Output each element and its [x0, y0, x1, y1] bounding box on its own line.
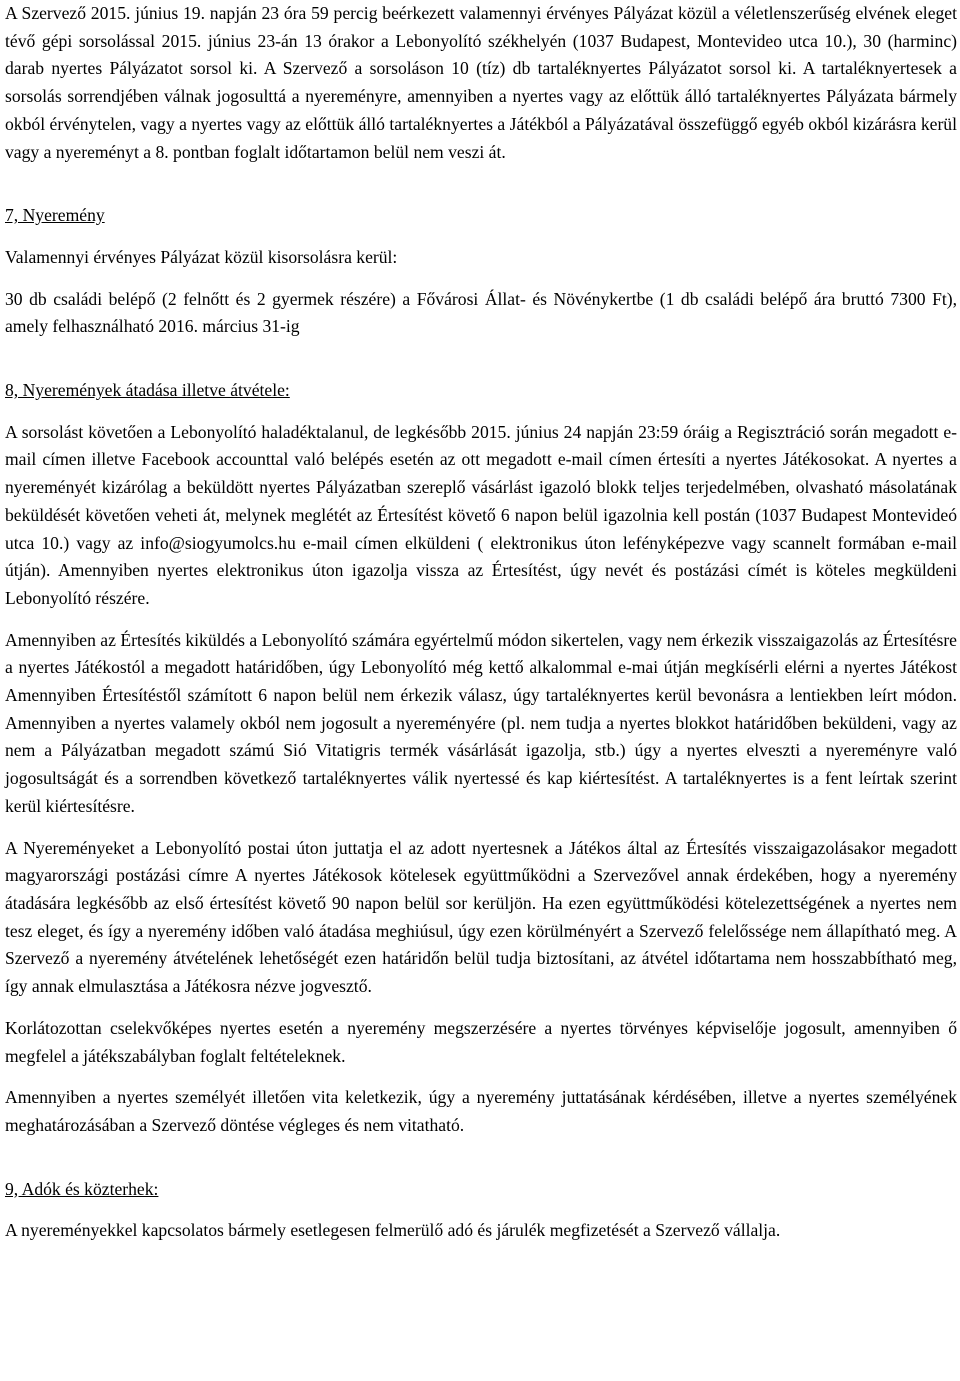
spacer	[5, 405, 957, 419]
section-8-paragraph: Korlátozottan cselekvőképes nyertes esetén a nyeremény megszerzésére a nyertes törvényes képviselője jogosult, amennyiben ő megfelel a játékszabályban foglalt feltételeknek.	[5, 1017, 957, 1066]
spacer	[5, 166, 957, 202]
section-7-lead: Valamennyi érvényes Pályázat közül kisorsolásra kerül:	[5, 246, 398, 267]
section-8-paragraph: Amennyiben a nyertes személyét illetően vita keletkezik, úgy a nyeremény juttatásának kérdésében, illetve a nyertes személyének meghatározásában a Szervező döntése végleges és nem vitatható.	[5, 1087, 957, 1135]
intro-paragraph: A Szervező 2015. június 19. napján 23 óra 59 percig beérkezett valamennyi érvényes Pályázat közül a véletlenszerűség elvének eleget tévő gépi sorsolással 2015. június 23-án 13 órakor a Lebonyolító székhelyén (1037 Budapest, Montevideo utca 10.), 30 (harminc) darab nyertes Pályázatot sorsol ki. A Szervező a sorsoláson 10 (tíz) db tartaléknyertes Pályázatot sorsol ki. A tartaléknyertesek a sorsolás sorrendjében válnak jogosulttá a nyereményre, amennyiben a nyertes vagy az előttük álló tartaléknyertes Pályázata bármely okból érvénytelen, vagy a nyertes vagy az előttük álló tartaléknyertes a Játékból a Pályázatával összefüggő egyéb okból kizárásra kerül vagy a nyereményt a 8. pontban foglalt időtartamon belül nem veszi át.	[5, 3, 957, 162]
section-7-prize: 30 db családi belépő (2 felnőtt és 2 gyermek részére) a Fővárosi Állat- és Növénykertbe (1 db családi belépő ára bruttó 7300 Ft), amely felhasználható 2016. március 31-ig	[5, 288, 957, 337]
spacer	[5, 1203, 957, 1217]
spacer	[5, 821, 957, 835]
section-9-heading: 9, Adók és közterhek:	[5, 1178, 159, 1199]
section-9-paragraph: A nyereményekkel kapcsolatos bármely esetlegesen felmerülő adó és járulék megfizetését a Szervező vállalja.	[5, 1220, 781, 1241]
section-8-paragraph: Amennyiben az Értesítés kiküldés a Lebonyolító számára egyértelmű módon sikertelen, vagy nem érkezik visszaigazolás az Értesítésre a nyertes Játékostól a megadott határidőben, úgy Lebonyolító még kettő alkalommal e-mai útján megkísérli elérni a nyertes Játékost Amennyiben Értesítéstől számított 6 napon belül nem érkezik válasz, úgy tartaléknyertes kerül bevonásra a lentiekben leírt módon. Amennyiben a nyertes valamely okból nem jogosult a nyereményére (pl. nem tudja a nyertes blokkot határidőben beküldeni, vagy az nem a Pályázatban megadott számú Sió Vitatigris termék vásárlását igazolja, stb.) úgy a nyertes elveszti a nyereményre való jogosultságát és a sorrendben következő tartaléknyertes válik nyertessé és kap kiértesítést. A tartaléknyertes is a fent leírtak szerint kerül kiértesítésre.	[5, 629, 957, 816]
section-7-heading: 7, Nyeremény	[5, 205, 105, 226]
section-8-paragraph: A Nyereményeket a Lebonyolító postai úton juttatja el az adott nyertesnek a Játékos által az Értesítés visszaigazolásakor megadott magyarországi postázási címre A nyertes Játékosok kötelesek együttműködni a Szervezővel annak érdekében, hogy a nyeremény átadására legkésőbb az első értesítést követő 90 napon belül sor kerüljön. Ha ezen együttműködési kötelezettségének a nyertes nem tesz eleget, és így a nyeremény időben való átadása meghiúsul, úgy ezen körülményért a Szervező felelőssége nem állapítható meg. A Szervező a nyeremény átvételének lehetőségét ezen határidőn belül tudja biztosítani, az átvétel időtartama nem hosszabbítható meg, így annak elmulasztása a Játékosra nézve jogvesztő.	[5, 837, 957, 997]
section-8-heading: 8, Nyeremények átadása illetve átvétele:	[5, 380, 290, 401]
spacer	[5, 230, 957, 244]
spacer	[5, 1001, 957, 1015]
spacer	[5, 1070, 957, 1084]
spacer	[5, 613, 957, 627]
spacer	[5, 272, 957, 286]
section-8-paragraph: A sorsolást követően a Lebonyolító haladéktalanul, de legkésőbb 2015. június 24 napján 23:59 óráig a Regisztráció során megadott e-mail címen illetve Facebook accounttal való belépés esetén az ott megadott e-mail címen értesíti a nyertes Játékosokat. A nyertes a nyereményét kizárólag a beküldött nyertes Pályázatban szereplő vásárlást igazoló blokk teljes terjedelmében, olvasható másolatának beküldését követően veheti át, melynek meglétét az Értesítést követő 6 napon belül igazolnia kell postán (1037 Budapest Montevideó utca 10.) vagy az info@siogyumolcs.hu e-mail címen elküldeni ( elektronikus úton lefényképezve vagy scannelt formában e-mail útján). Amennyiben nyertes elektronikus úton igazolja vissza az Értesítést, úgy nevét és postázási címét is köteles megküldeni Lebonyolító részére.	[5, 421, 957, 608]
spacer	[5, 341, 957, 377]
document-page	[5, 0, 957, 1245]
spacer	[5, 1140, 957, 1176]
